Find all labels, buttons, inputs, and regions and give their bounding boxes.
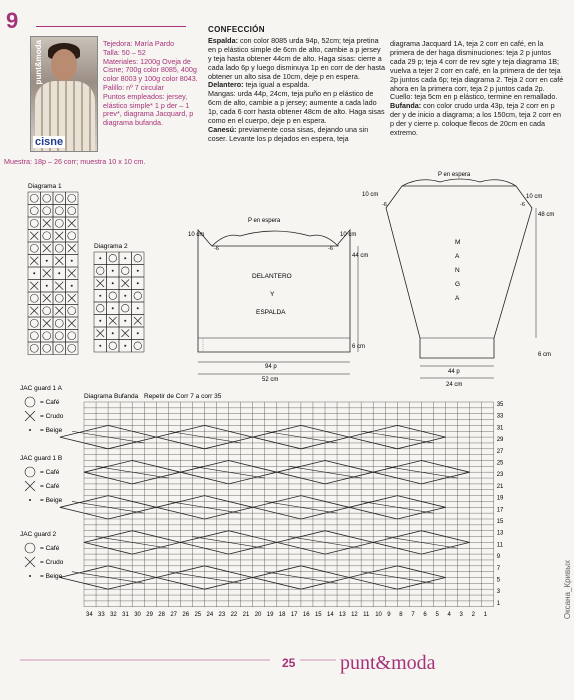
column-number: 32	[110, 611, 117, 618]
circle-symbol	[134, 342, 142, 350]
column-number: 17	[290, 611, 298, 618]
diagram2-cell	[132, 252, 145, 265]
mangas-text: Mangas: urda 44p, 24cm, teja puño en p elástico de 6cm de alto, cambie a p jersey; aumente a cada lado 1p, cada 6 corr hasta obtener 48cm de alto. Haga sisas como en el cuerpo, deje p en espera.	[208, 89, 385, 126]
circle-symbol	[121, 304, 129, 312]
circle-symbol	[43, 232, 51, 240]
circle-symbol	[68, 207, 76, 215]
canesu-label: Canesú:	[208, 124, 237, 134]
dot-symbol	[29, 429, 31, 431]
column-number: 3	[459, 611, 463, 618]
dot-symbol	[112, 282, 114, 284]
row-number: 9	[496, 554, 501, 561]
diagram1-cell	[28, 317, 41, 330]
diagram2-cell	[132, 340, 145, 353]
column-number: 16	[302, 611, 310, 618]
dot-symbol	[99, 295, 101, 297]
circle-symbol	[109, 292, 117, 300]
column-number: 8	[399, 611, 403, 618]
diagram1-cell	[41, 230, 54, 243]
circle-symbol	[25, 397, 35, 407]
circle-symbol	[30, 319, 38, 327]
column-number: 9	[387, 611, 391, 618]
body-minus6-right: -6	[328, 246, 333, 252]
circle-symbol	[25, 467, 35, 477]
diagram1-cell	[41, 305, 54, 318]
column-number: 22	[230, 611, 238, 618]
column-number: 21	[242, 611, 250, 618]
column-number: 20	[254, 611, 262, 618]
body-minus6-left: -6	[214, 246, 219, 252]
bufanda-label: Bufanda:	[390, 101, 422, 111]
diagram1-cell	[53, 205, 66, 218]
spec-sizes: Talla: 50 – 52	[103, 47, 146, 57]
row-number: 35	[496, 402, 504, 408]
sleeve-title-n: N	[455, 267, 460, 274]
row-number: 21	[496, 483, 504, 490]
legend-item: = Beige	[40, 427, 63, 434]
row-number: 27	[496, 448, 504, 455]
dot-symbol	[99, 320, 101, 322]
delantero-label: Delantero:	[208, 80, 244, 90]
dot-symbol	[112, 332, 114, 334]
column-number: 2	[471, 611, 475, 618]
espalda-text: con color 8085 urda 94p, 52cm; teja pretina en p elástico simple de 6cm de alto, cambie a p jersey y teja hasta obtener 44cm de alto. Haga sisas: cierre a cada lado 6p y luego disminuya 1p en corr de der hasta obtener un alto sisa de 10cm, deje p en espera.	[208, 35, 386, 81]
column-number: 11	[363, 611, 370, 618]
column-number: 30	[134, 611, 141, 618]
column-number: 14	[327, 611, 334, 618]
diagram2-cell	[132, 290, 145, 303]
row-number: 5	[496, 577, 501, 584]
row-number: 31	[496, 425, 504, 432]
circle-symbol	[30, 207, 38, 215]
dot-symbol	[99, 345, 101, 347]
diagram1-label: Diagrama 1	[28, 183, 62, 190]
spec-designer: Tejedora: María Pardo	[103, 39, 175, 48]
canesu-text: previamente cosa sisas, dejando una sin coser. Levante los p dejados en espera, teja	[208, 124, 369, 143]
diagram1-cell	[53, 330, 66, 343]
diagram1-cell	[28, 292, 41, 305]
jacquard-text: diagrama Jacquard 1A, teja 2 corr en café, en la primera de der haga disminuciones: teja 2 p juntos cada 29 p; teja 4 corr de rev sgte y teja diagrama 1B; vuelva a tejer 2 corr en café, en la primera de der teja 2p juntos cada 6p; teja diagrama 2. Teja 2 corr en café ahora en la primera corr, teja 2 p juntos cada 2p. Cuello: teja 5cm en p elástico, termine en remallado.	[390, 39, 564, 102]
diagram1-grid	[28, 192, 78, 355]
legend-item: = Café	[40, 469, 60, 476]
row-number: 33	[496, 413, 504, 420]
spec-needles: Palillo: nº 7 circular	[103, 82, 164, 92]
dot-symbol	[137, 282, 139, 284]
row-number: 17	[496, 507, 504, 514]
sleeve-title-a1: A	[455, 253, 460, 260]
row-number: 29	[496, 437, 504, 444]
dot-symbol	[124, 295, 126, 297]
circle-symbol	[30, 344, 38, 352]
diagram2-label: Diagrama 2	[94, 243, 128, 250]
circle-symbol	[25, 543, 35, 553]
sleeve-48cm: 48 cm	[538, 212, 555, 218]
row-number: 11	[496, 542, 503, 549]
legend-group	[20, 385, 64, 580]
photo-brand: punt&moda	[34, 40, 43, 85]
diagram2-cell	[94, 265, 107, 278]
dot-symbol	[112, 270, 114, 272]
circle-symbol	[43, 332, 51, 340]
circle-symbol	[55, 332, 63, 340]
spec-materials: Materiales: 1200g Oveja de Cisne; 700g color 8085, 400g color 8003 y 100g color 8043.	[103, 56, 198, 84]
circle-symbol	[55, 194, 63, 202]
dot-symbol	[112, 307, 114, 309]
sleeve-24cm: 24 cm	[446, 382, 463, 388]
body-wait-label: P en espera	[248, 218, 281, 224]
circle-symbol	[96, 267, 104, 275]
circle-symbol	[30, 294, 38, 302]
circle-symbol	[121, 267, 129, 275]
footer-brand: punt&moda	[340, 652, 436, 674]
legend-item: = Crudo	[40, 413, 64, 420]
circle-symbol	[96, 304, 104, 312]
legend-title: JAC guard 2	[20, 531, 57, 538]
diagram1-cell	[66, 330, 79, 343]
bufanda-text: con color crudo urda 43p, teja 2 corr en p der y de inicio a diagrama; a los 150cm, teja 2 corr en p der y cierre p. coloque flecos de 20cm en cada extremo.	[390, 101, 561, 138]
circle-symbol	[55, 207, 63, 215]
row-number: 23	[496, 472, 504, 479]
legend-item: = Café	[40, 483, 60, 490]
diagram1-cell	[28, 205, 41, 218]
diagram1-cell	[66, 342, 79, 355]
diagram2-cell	[119, 302, 132, 315]
row-number: 13	[496, 530, 504, 537]
diagram1-cell	[41, 342, 54, 355]
circle-symbol	[55, 294, 63, 302]
body-10cm-right: 10 cm	[340, 232, 357, 238]
diagram2-cell	[107, 340, 120, 353]
row-number: 3	[496, 589, 501, 596]
diagram1-cell	[28, 242, 41, 255]
dot-symbol	[29, 575, 31, 577]
circle-symbol	[30, 332, 38, 340]
bufanda-grid	[60, 402, 494, 607]
column-number: 23	[218, 611, 226, 618]
circle-symbol	[43, 194, 51, 202]
sleeve-wait-label: P en espera	[438, 172, 471, 178]
column-number: 33	[98, 611, 105, 618]
legend-title: JAC guard 1 B	[20, 455, 63, 462]
dot-symbol	[137, 307, 139, 309]
legend-item: = Beige	[40, 497, 63, 504]
circle-symbol	[68, 332, 76, 340]
diagram1-cell	[28, 192, 41, 205]
bufanda-row-numbers	[497, 402, 504, 607]
row-number: 7	[496, 565, 501, 572]
column-number: 6	[423, 611, 427, 618]
body-title-3: ESPALDA	[256, 309, 286, 316]
circle-symbol	[43, 307, 51, 315]
body-52cm: 52 cm	[262, 377, 279, 383]
column-number: 24	[206, 611, 214, 618]
dot-symbol	[124, 345, 126, 347]
circle-symbol	[55, 219, 63, 227]
column-number: 15	[314, 611, 322, 618]
diagram2-cell	[94, 302, 107, 315]
column-number: 26	[182, 611, 190, 618]
legend-item: = Beige	[40, 573, 63, 580]
dot-symbol	[29, 499, 31, 501]
sample-text: Muestra: 18p – 26 corr; muestra 10 x 10 cm.	[4, 157, 146, 166]
body-44cm: 44 cm	[352, 253, 369, 259]
spec-stitches: Puntos empleados: jersey, elástico simple* 1 p der – 1 prev*, diagrama Jacquard, p diagrama bufanda.	[103, 91, 194, 128]
sleeve-title-a2: A	[455, 295, 460, 302]
column-number: 13	[339, 611, 346, 618]
circle-symbol	[68, 194, 76, 202]
diagram1-cell	[53, 342, 66, 355]
row-number: 1	[496, 600, 501, 607]
dot-symbol	[58, 272, 60, 274]
circle-symbol	[55, 319, 63, 327]
circle-symbol	[30, 194, 38, 202]
dot-symbol	[124, 257, 126, 259]
circle-symbol	[43, 344, 51, 352]
legend-title: JAC guard 1 A	[20, 385, 62, 392]
diagram1-cell	[41, 330, 54, 343]
body-title-1: DELANTERO	[252, 273, 292, 280]
circle-symbol	[68, 232, 76, 240]
sleeve-piece-schematic	[386, 179, 536, 378]
diagram1-cell	[66, 205, 79, 218]
circle-symbol	[55, 244, 63, 252]
circle-symbol	[134, 254, 142, 262]
circle-symbol	[134, 292, 142, 300]
circle-symbol	[109, 254, 117, 262]
sleeve-title-g: G	[455, 281, 461, 288]
column-number: 28	[158, 611, 165, 618]
column-number: 10	[375, 611, 382, 618]
diagram1-cell	[66, 192, 79, 205]
column-number: 4	[447, 611, 451, 618]
delantero-text: teja igual a espalda.	[245, 80, 310, 90]
sleeve-6cm: 6 cm	[538, 352, 552, 358]
diagram1-cell	[66, 305, 79, 318]
diagram1-cell	[53, 192, 66, 205]
column-number: 5	[435, 611, 439, 618]
dot-symbol	[99, 257, 101, 259]
diagram1-cell	[41, 192, 54, 205]
bufanda-repeat-label: Repetir de Corr 7 a corr 35	[144, 393, 222, 400]
body-94p: 94 p	[265, 364, 277, 370]
body-title-2: Y	[270, 291, 275, 298]
legend-item: = Café	[40, 545, 60, 552]
diagram1-cell	[28, 342, 41, 355]
circle-symbol	[68, 307, 76, 315]
circle-symbol	[109, 342, 117, 350]
espalda-label: Espalda:	[208, 35, 238, 45]
circle-symbol	[43, 207, 51, 215]
dot-symbol	[71, 260, 73, 262]
column-number: 18	[278, 611, 286, 618]
body-10cm-left: 10 cm	[188, 232, 205, 238]
row-number: 15	[496, 519, 504, 525]
diagram2-cell	[107, 252, 120, 265]
diagram1-cell	[53, 292, 66, 305]
dot-symbol	[71, 285, 73, 287]
legend-item: = Café	[40, 399, 60, 406]
diagram1-cell	[53, 217, 66, 230]
dot-symbol	[46, 285, 48, 287]
bufanda-diagram-label: Diagrama Bufanda	[84, 393, 139, 400]
dot-symbol	[33, 272, 35, 274]
diagram1-cell	[41, 205, 54, 218]
row-number: 25	[496, 460, 504, 467]
footer-page-number: 25	[282, 656, 296, 670]
diagram1-cell	[53, 242, 66, 255]
watermark-text: Оксана_Кривых	[563, 560, 572, 620]
diagram1-cell	[66, 230, 79, 243]
diagram1-cell	[28, 217, 41, 230]
circle-symbol	[55, 344, 63, 352]
diagram1-cell	[28, 330, 41, 343]
column-number: 25	[194, 611, 202, 618]
bufanda-column-numbers	[86, 612, 488, 618]
dot-symbol	[46, 260, 48, 262]
column-number: 19	[266, 611, 274, 618]
column-number: 29	[146, 611, 153, 618]
circle-symbol	[30, 219, 38, 227]
sleeve-minus6-right: -6	[520, 202, 525, 208]
legend-item: = Crudo	[40, 559, 64, 566]
page-number: 9	[6, 8, 19, 33]
column-number: 31	[122, 611, 129, 618]
diagram2-cell	[119, 265, 132, 278]
diagram2-grid	[94, 252, 144, 352]
cisne-logo: cisne	[35, 136, 64, 148]
circle-symbol	[68, 344, 76, 352]
diagram1-cell	[53, 317, 66, 330]
column-number: 12	[351, 611, 358, 618]
column-number: 7	[411, 611, 415, 618]
confeccion-title: CONFECCIÓN	[208, 25, 265, 34]
row-number: 19	[496, 495, 504, 502]
column-number: 1	[483, 611, 487, 618]
column-number: 27	[170, 611, 178, 618]
sleeve-10cm-left: 10 cm	[362, 192, 379, 198]
dot-symbol	[137, 332, 139, 334]
sleeve-minus6-left: -6	[382, 202, 387, 208]
dot-symbol	[137, 270, 139, 272]
circle-symbol	[30, 244, 38, 252]
diagram2-cell	[107, 290, 120, 303]
sleeve-44p: 44 p	[448, 369, 460, 375]
body-piece-schematic	[198, 230, 358, 374]
body-6cm: 6 cm	[352, 344, 366, 350]
dot-symbol	[124, 320, 126, 322]
sleeve-10cm-right: 10 cm	[526, 194, 543, 200]
column-number: 34	[86, 611, 93, 618]
sleeve-title-m: M	[455, 239, 461, 246]
